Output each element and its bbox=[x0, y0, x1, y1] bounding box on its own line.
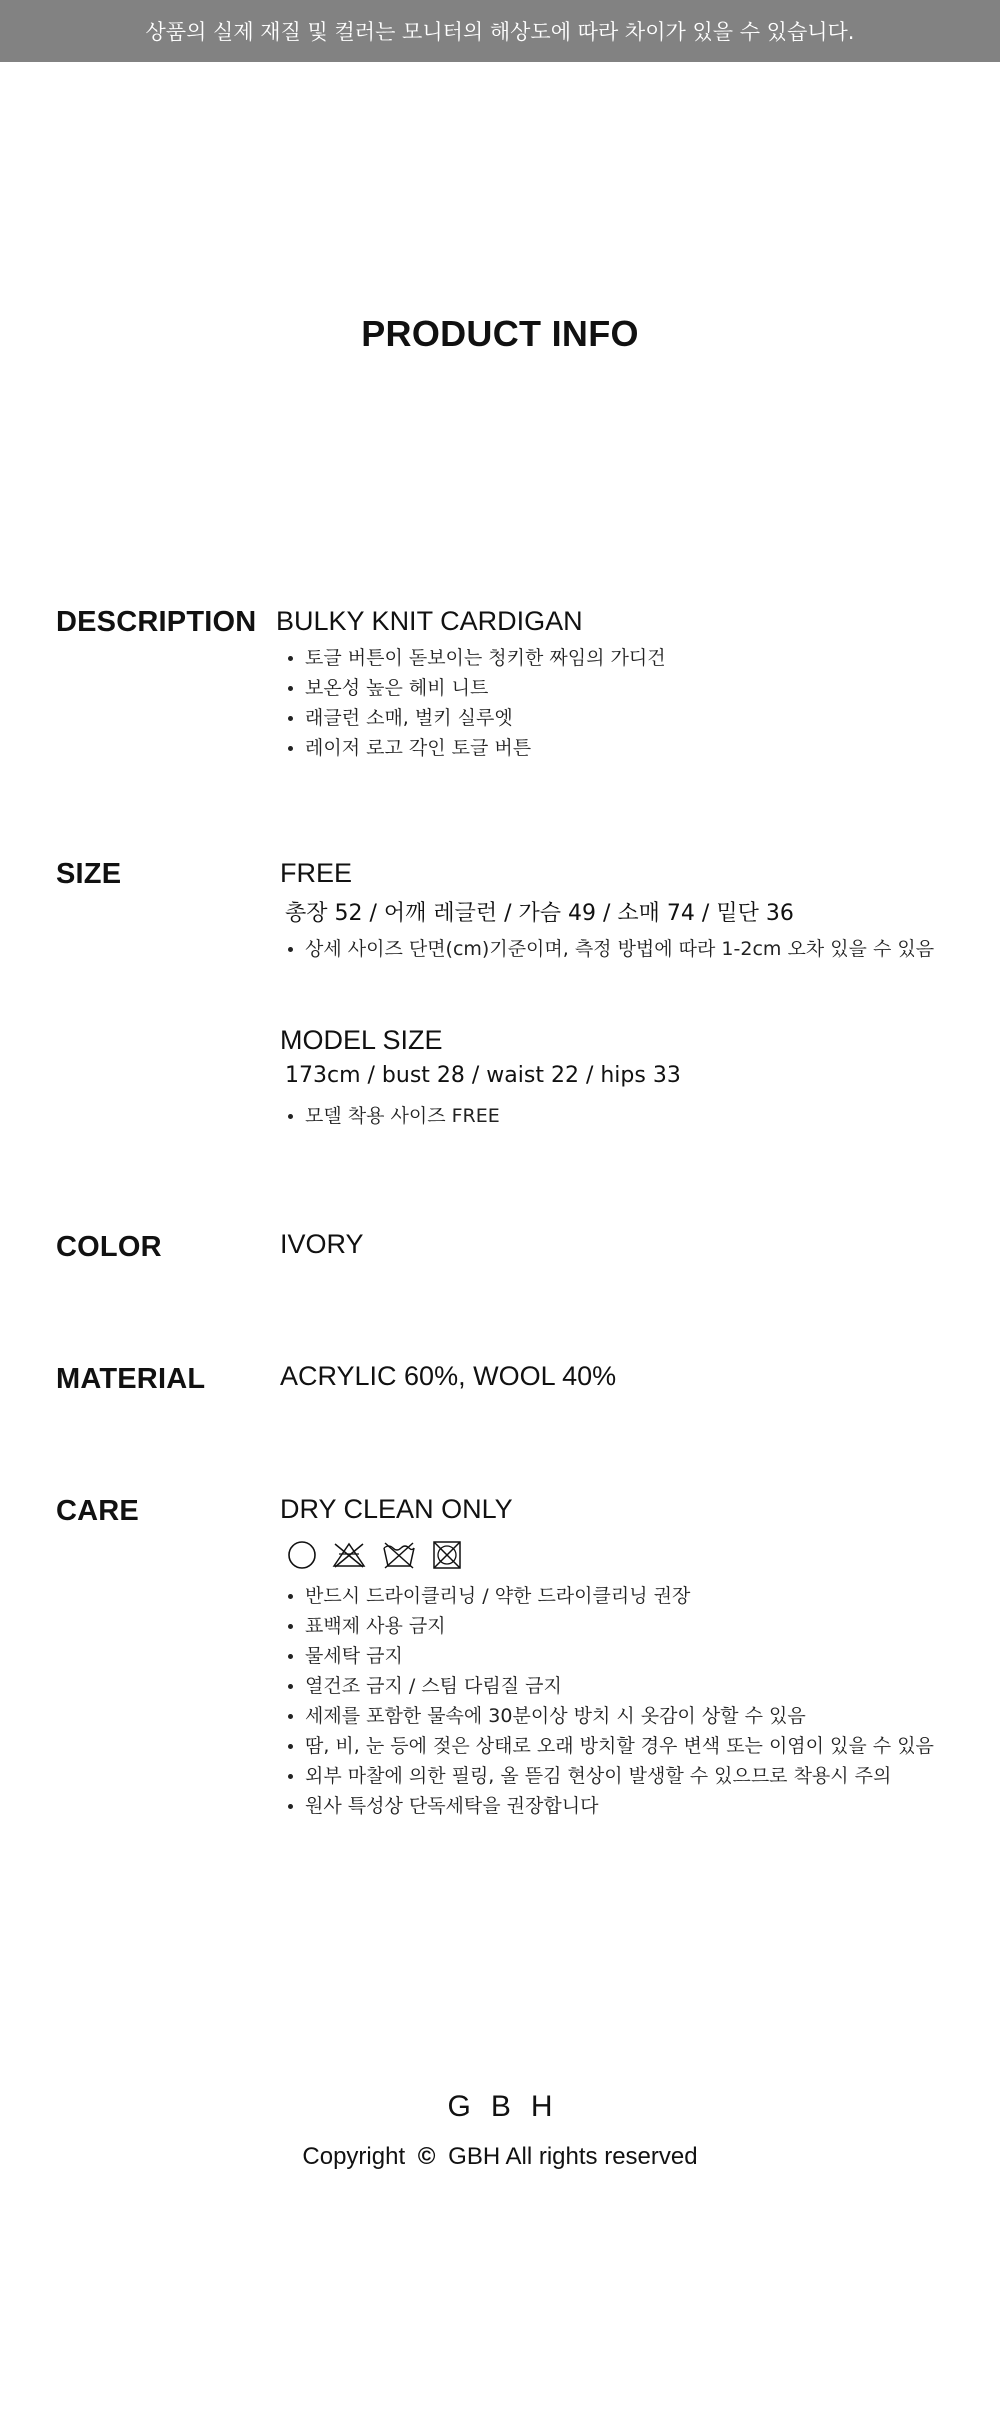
product-name: BULKY KNIT CARDIGAN bbox=[276, 606, 583, 636]
no-bleach-icon bbox=[331, 1540, 367, 1570]
list-item: 표백제 사용 금지 bbox=[285, 1611, 934, 1641]
model-bullets bbox=[285, 1101, 500, 1131]
description-label: DESCRIPTION bbox=[56, 606, 257, 638]
list-item: 레이저 로고 각인 토글 버튼 bbox=[285, 733, 666, 763]
description-bullets bbox=[285, 643, 666, 763]
list-item: 토글 버튼이 돋보이는 청키한 짜임의 가디건 bbox=[285, 643, 666, 673]
care-heading: DRY CLEAN ONLY bbox=[280, 1494, 513, 1524]
list-item: 래글런 소매, 벌키 실루엣 bbox=[285, 703, 666, 733]
page-title: PRODUCT INFO bbox=[361, 313, 639, 354]
list-item: 열건조 금지 / 스팀 다림질 금지 bbox=[285, 1671, 934, 1701]
care-label: CARE bbox=[56, 1495, 139, 1527]
list-item: 보온성 높은 헤비 니트 bbox=[285, 673, 666, 703]
list-item: 땀, 비, 눈 등에 젖은 상태로 오래 방치할 경우 변색 또는 이염이 있을 수 있음 bbox=[285, 1731, 934, 1761]
notice-bar bbox=[0, 0, 1000, 62]
care-icons bbox=[287, 1540, 463, 1570]
model-size-heading: MODEL SIZE bbox=[280, 1025, 443, 1055]
color-label: COLOR bbox=[56, 1231, 162, 1263]
list-item: 반드시 드라이클리닝 / 약한 드라이클리닝 권장 bbox=[285, 1581, 934, 1611]
care-bullets bbox=[285, 1581, 934, 1821]
list-item: 세제를 포함한 물속에 30분이상 방치 시 옷감이 상할 수 있음 bbox=[285, 1701, 934, 1731]
color-value: IVORY bbox=[280, 1229, 364, 1259]
brand-logo: GBH bbox=[447, 2090, 573, 2123]
copyright-suffix: GBH All rights reserved bbox=[448, 2143, 698, 2170]
list-item: 원사 특성상 단독세탁을 권장합니다 bbox=[285, 1791, 934, 1821]
list-item: 모델 착용 사이즈 FREE bbox=[285, 1101, 500, 1131]
dry-clean-icon bbox=[287, 1540, 317, 1570]
no-wash-icon bbox=[381, 1540, 417, 1570]
copyright bbox=[0, 2143, 1000, 2171]
size-bullets bbox=[285, 934, 934, 964]
list-item: 외부 마찰에 의한 필링, 올 뜯김 현상이 발생할 수 있으므로 착용시 주의 bbox=[285, 1761, 934, 1791]
copyright-icon: © bbox=[417, 2143, 436, 2170]
list-item: 물세탁 금지 bbox=[285, 1641, 934, 1671]
size-measurements: 총장 52 / 어깨 레글런 / 가슴 49 / 소매 74 / 밑단 36 bbox=[285, 901, 794, 926]
material-value: ACRYLIC 60%, WOOL 40% bbox=[280, 1361, 617, 1391]
no-tumble-dry-icon bbox=[431, 1540, 463, 1570]
size-label: SIZE bbox=[56, 858, 122, 890]
model-measurements: 173cm / bust 28 / waist 22 / hips 33 bbox=[285, 1063, 681, 1088]
material-label: MATERIAL bbox=[56, 1363, 206, 1395]
list-item: 상세 사이즈 단면(cm)기준이며, 측정 방법에 따라 1-2cm 오차 있을 수 있음 bbox=[285, 934, 934, 964]
notice-text: 상품의 실제 재질 및 컬러는 모니터의 해상도에 따라 차이가 있을 수 있습니다. bbox=[145, 20, 855, 44]
copyright-prefix: Copyright bbox=[302, 2143, 406, 2170]
size-name: FREE bbox=[280, 858, 353, 888]
